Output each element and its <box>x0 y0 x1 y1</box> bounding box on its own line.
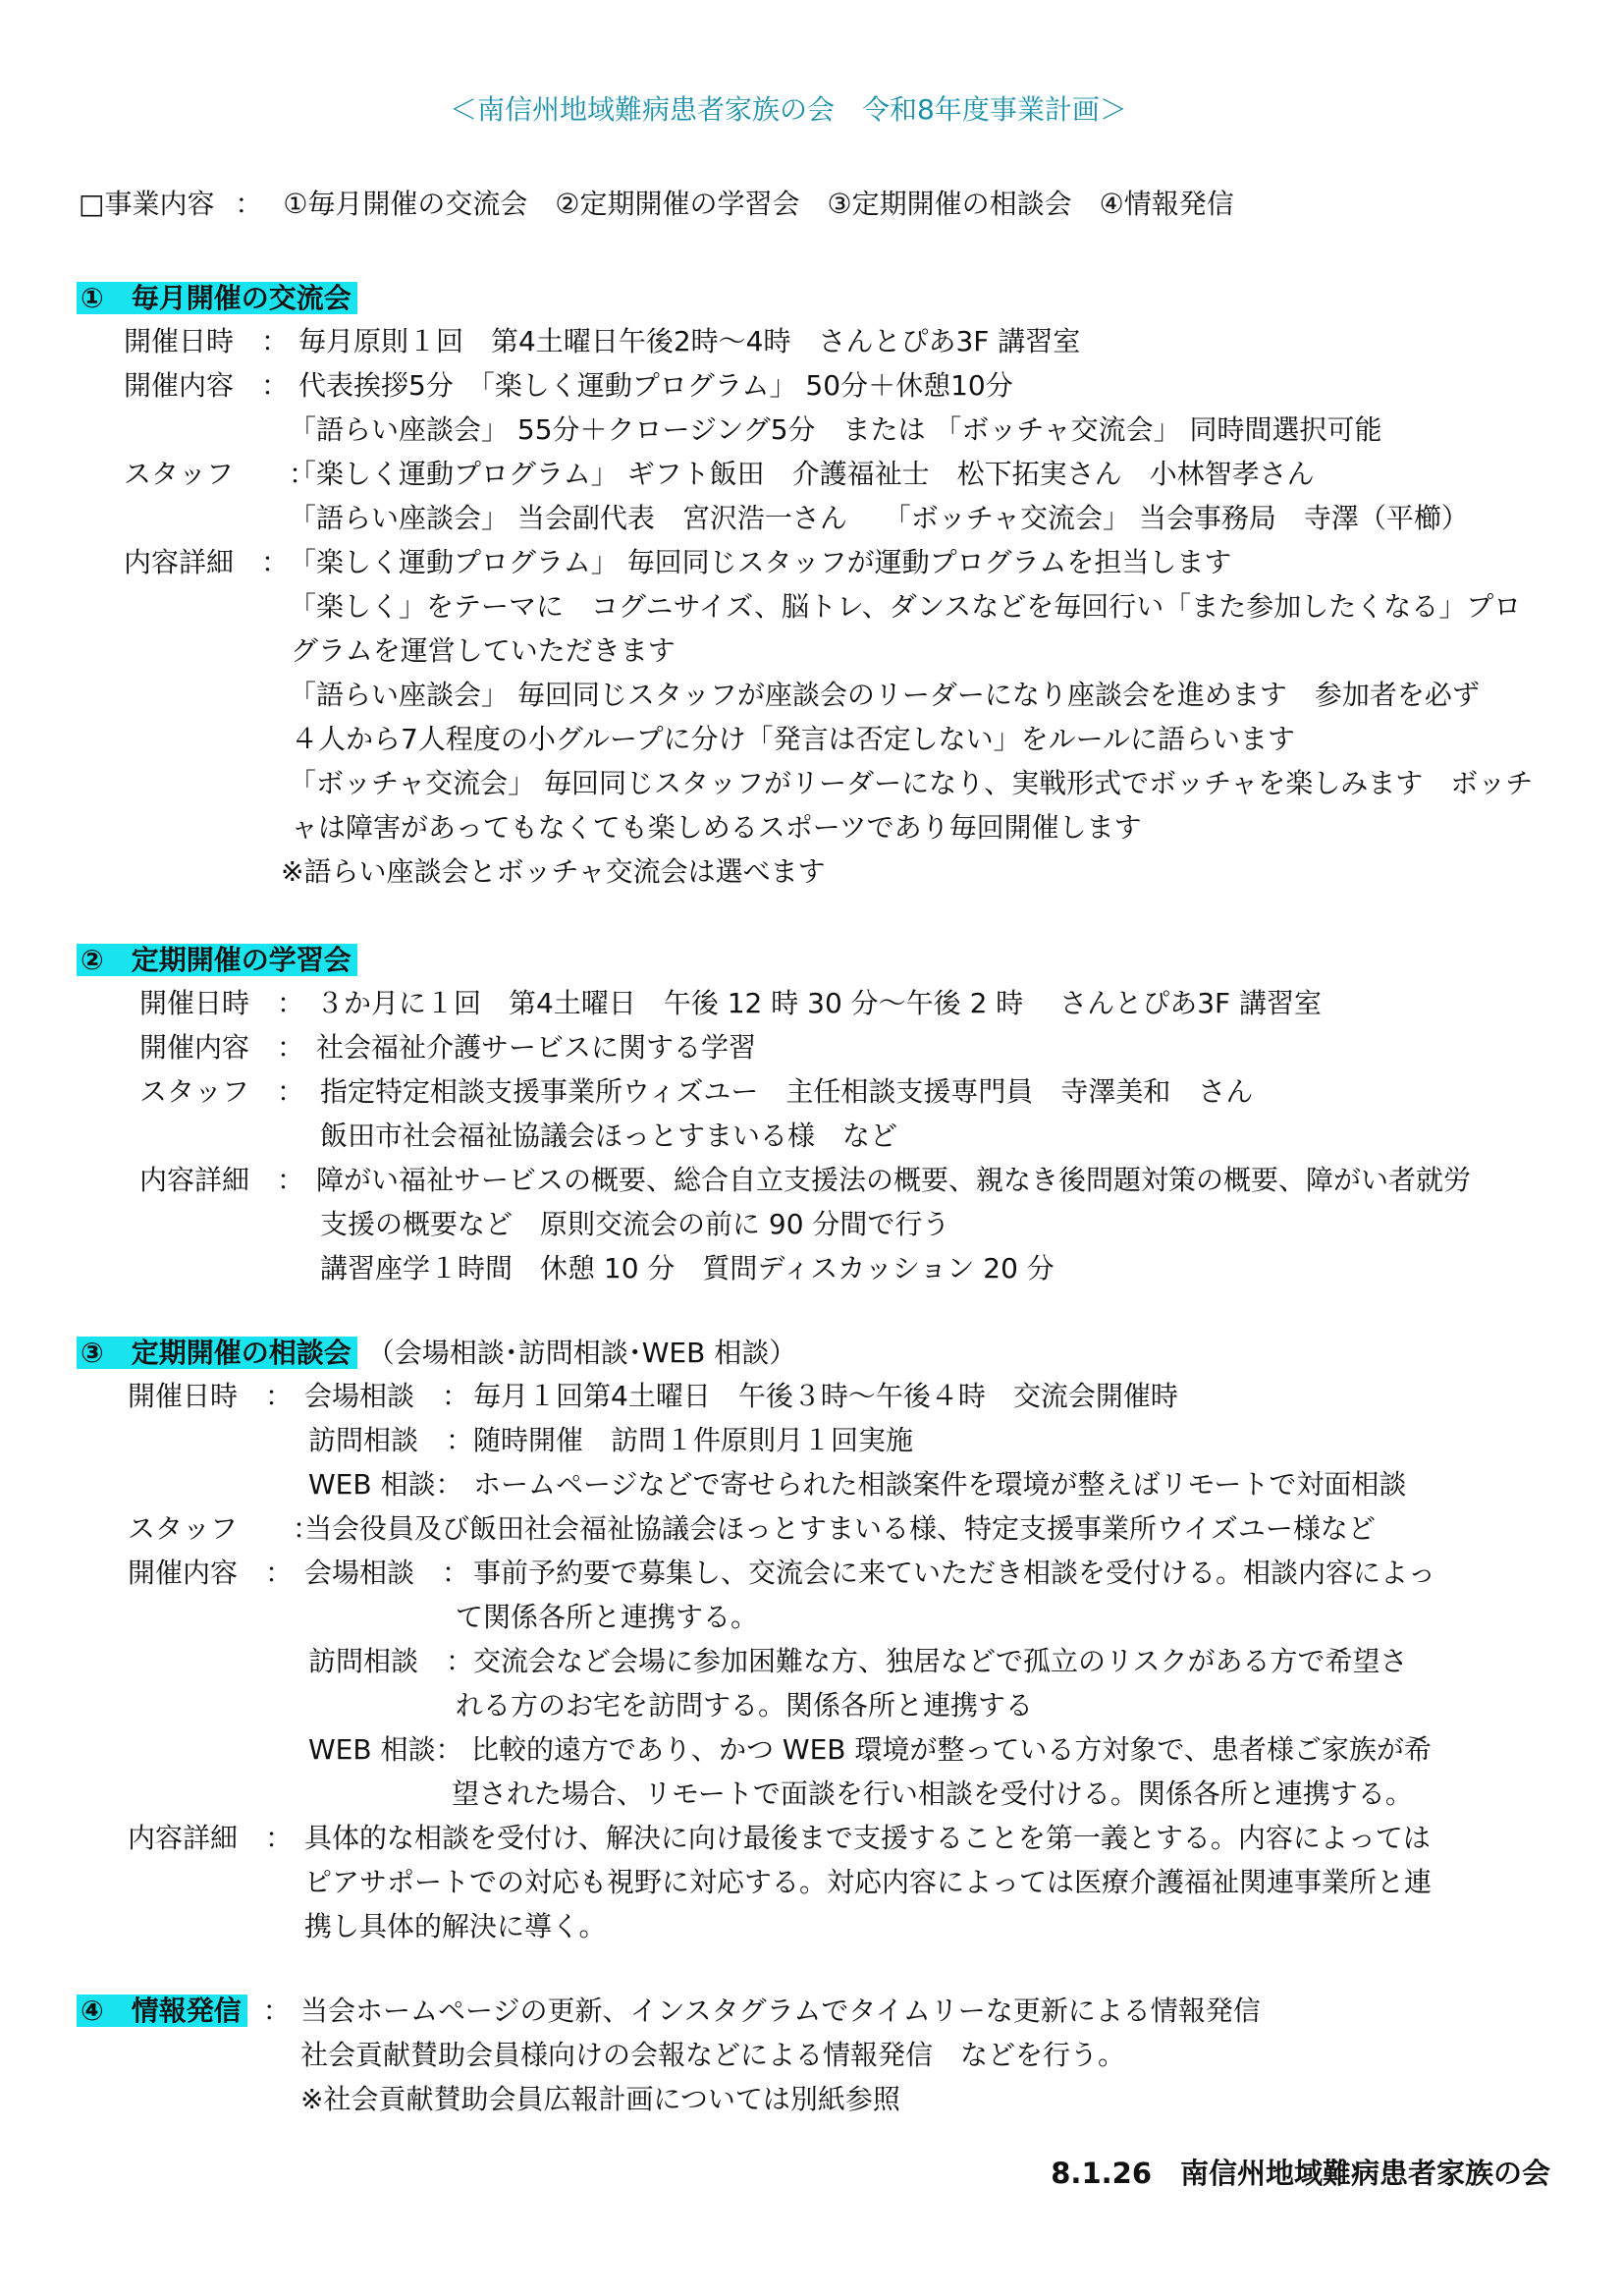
s3-web-label: WEB 相談： <box>308 1468 463 1501</box>
s1-date-label: 開催日時 ： <box>124 325 290 357</box>
s3-web-content-2: 望された場合、リモートで面談を行い相談を受付ける。関係各所と連携する。 <box>452 1777 1413 1810</box>
overview-separator: ： <box>235 188 263 220</box>
s3-visit-content-2: れる方のお宅を訪問する。関係各所と連携する <box>456 1689 1034 1722</box>
s3-venue-date: 毎月１回第4土曜日 午後３時～午後４時 交流会開催時 <box>473 1380 1178 1412</box>
overview-label: 事業内容 <box>104 188 215 220</box>
s2-detail-1: 障がい福祉サービスの概要、総合自立支援法の概要、親なき後問題対策の概要、障がい者就労 <box>316 1164 1472 1196</box>
s2-content-label: 開催内容 ： <box>139 1031 305 1064</box>
s1-staff-label: スタッフ ： <box>124 458 317 490</box>
overview-items: ①毎月開催の交流会 ②定期開催の学習会 ③定期開催の相談会 ④情報発信 <box>283 188 1234 220</box>
section-2-heading: ② 定期開催の学習会 <box>77 943 357 978</box>
s4-line-2: 社会貢献賛助会員様向けの会報などによる情報発信 などを行う。 <box>300 2039 1126 2071</box>
s3-heading-note: （会場相談･訪問相談･WEB 相談） <box>366 1337 797 1369</box>
s3-content-label: 開催内容 ： <box>128 1557 294 1589</box>
section-1-heading: ① 毎月開催の交流会 <box>77 281 357 316</box>
s3-venue-content-2: て関係各所と連携する。 <box>456 1601 759 1633</box>
s1-detail-7: ャは障害があってもなくても楽しめるスポーツであり毎回開催します <box>291 811 1142 844</box>
s2-staff-1: 指定特定相談支援事業所ウィズユー 主任相談支援専門員 寺澤美和 さん <box>320 1075 1254 1108</box>
s2-date: ３か月に１回 第4土曜日 午後 12 時 30 分～午後 2 時 さんとぴあ3F 講習室 <box>316 987 1323 1019</box>
s1-staff-2: 「語らい座談会」 当会副代表 宮沢浩一さん 「ボッチャ交流会」 当会事務局 寺澤（平櫛） <box>289 502 1469 534</box>
s1-content-1: 代表挨拶5分 「楽しく運動プログラム」 50分＋休憩10分 <box>298 369 1013 402</box>
s1-detail-2: 「楽しく」をテーマに コグニサイズ、脳トレ、ダンスなどを毎回行い「また参加したくなる」プロ <box>289 590 1522 623</box>
s2-detail-3: 講習座学１時間 休憩 10 分 質問ディスカッション 20 分 <box>320 1252 1055 1285</box>
s1-content-label: 開催内容 ： <box>124 369 290 402</box>
s3-web-date: ホームページなどで寄せられた相談案件を環境が整えばリモートで対面相談 <box>473 1468 1407 1501</box>
page-title: ＜南信州地域難病患者家族の会 令和8年度事業計画＞ <box>450 93 1127 126</box>
s3-staff-label: スタッフ ： <box>128 1512 321 1545</box>
s3-visit-content-1: 交流会など会場に参加困難な方、独居などで孤立のリスクがある方で希望さ <box>473 1645 1408 1677</box>
section-4-heading: ④ 情報発信 ： <box>77 1994 291 2029</box>
s1-content-2: 「語らい座談会」 55分＋クロージング5分 または 「ボッチャ交流会」 同時間選択可能 <box>289 413 1382 446</box>
s3-visit-label: 訪問相談 ： <box>308 1424 474 1456</box>
s1-detail-8: ※語らい座談会とボッチャ交流会は選べます <box>281 855 826 888</box>
s2-content: 社会福祉介護サービスに関する学習 <box>316 1031 757 1064</box>
overview-line <box>79 187 1234 222</box>
footer-signature: 8.1.26 南信州地域難病患者家族の会 <box>1051 2157 1550 2190</box>
s1-detail-label: 内容詳細 ： <box>124 546 290 578</box>
s3-detail-2: ピアサポートでの対応も視野に対応する。対応内容によっては医療介護福祉関連事業所と連 <box>304 1866 1433 1898</box>
s1-detail-5: ４人から7人程度の小グループに分け「発言は否定しない」をルールに語らいます <box>291 723 1296 755</box>
s3-detail-label: 内容詳細 ： <box>128 1822 294 1854</box>
s3-venue-label: 会場相談 ： <box>304 1380 470 1412</box>
s3-detail-3: 携し具体的解決に導く。 <box>304 1910 607 1942</box>
s1-detail-4: 「語らい座談会」 毎回同じスタッフが座談会のリーダーになり座談会を進めます 参加者を必ず <box>289 679 1480 711</box>
s3-date-label: 開催日時 ： <box>128 1380 294 1412</box>
s3-visit-date: 随時開催 訪問１件原則月１回実施 <box>473 1424 914 1456</box>
s1-date: 毎月原則１回 第4土曜日午後2時～4時 さんとぴあ3F 講習室 <box>298 325 1081 357</box>
s2-detail-label: 内容詳細 ： <box>139 1164 305 1196</box>
s2-date-label: 開催日時 ： <box>139 987 305 1019</box>
s1-detail-1: 「楽しく運動プログラム」 毎回同じスタッフが運動プログラムを担当します <box>289 546 1232 578</box>
s3-web-content-1: 比較的遠方であり、かつ WEB 環境が整っている方対象で、患者様ご家族が希 <box>471 1733 1432 1766</box>
s3-venue-content-1: 事前予約要で募集し、交流会に来ていただき相談を受付ける。相談内容によっ <box>473 1557 1436 1589</box>
s3-visit-label-2: 訪問相談 ： <box>308 1645 474 1677</box>
s2-staff-label: スタッフ ： <box>139 1075 305 1108</box>
s4-line-3: ※社会貢献賛助会員広報計画については別紙参照 <box>300 2083 900 2115</box>
s1-detail-6: 「ボッチャ交流会」 毎回同じスタッフがリーダーになり、実戦形式でボッチャを楽しみます ボッチ <box>289 767 1534 799</box>
checkbox-icon: □ <box>79 188 105 220</box>
s2-staff-2: 飯田市社会福祉協議会ほっとすまいる様 など <box>320 1120 898 1152</box>
s3-staff: 当会役員及び飯田社会福祉協議会ほっとすまいる様、特定支援事業所ウイズユー様など <box>304 1512 1376 1545</box>
s1-detail-3: グラムを運営していただきます <box>291 634 676 667</box>
s1-staff-1: 「楽しく運動プログラム」 ギフト飯田 介護福祉士 松下拓実さん 小林智孝さん <box>289 458 1315 490</box>
section-3-heading: ③ 定期開催の相談会 （会場相談･訪問相談･WEB 相談） <box>77 1336 796 1371</box>
s3-web-label-2: WEB 相談： <box>308 1733 463 1766</box>
s3-venue-label-2: 会場相談 ： <box>304 1557 470 1589</box>
s4-line-1: 当会ホームページの更新、インスタグラムでタイムリーな更新による情報発信 <box>300 1995 1261 2027</box>
s2-detail-2: 支援の概要など 原則交流会の前に 90 分間で行う <box>320 1208 950 1240</box>
s4-separator: ： <box>262 1995 291 2027</box>
s3-detail-1: 具体的な相談を受付け、解決に向け最後まで支援することを第一義とする。内容によっては <box>304 1822 1431 1854</box>
